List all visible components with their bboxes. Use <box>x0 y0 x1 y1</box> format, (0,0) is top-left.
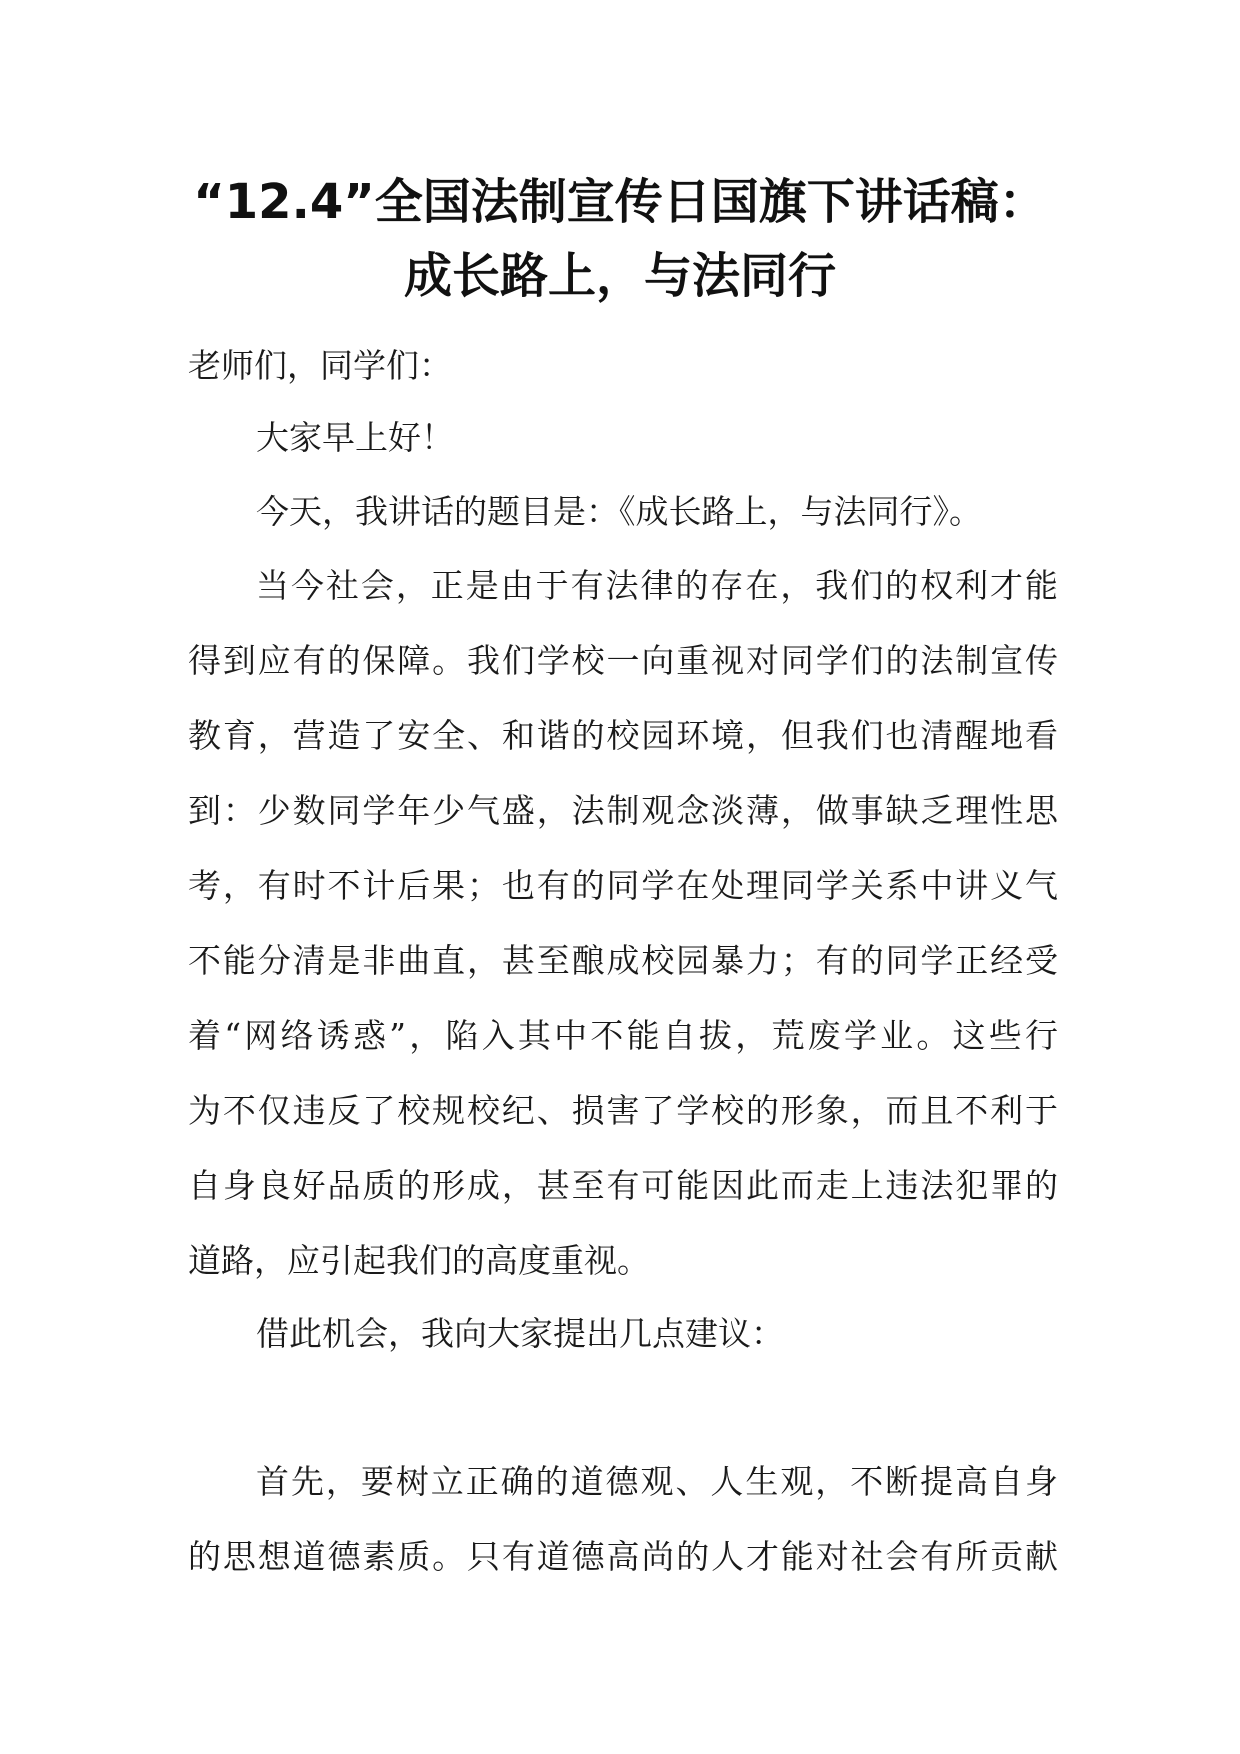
paragraph-line: 的思想道德素质。只有道德高尚的人才能对社会有所贡献 <box>188 1537 1058 1576</box>
paragraph-line: 当今社会，正是由于有法律的存在，我们的权利才能 <box>256 566 1058 605</box>
paragraph-line: 自身良好品质的形成，甚至有可能因此而走上违法犯罪的 <box>188 1166 1058 1205</box>
document-title-line-2: 成长路上，与法同行 <box>403 248 836 304</box>
paragraph-line: 到：少数同学年少气盛，法制观念淡薄，做事缺乏理性思 <box>188 791 1058 830</box>
paragraph-line: 道路，应引起我们的高度重视。 <box>188 1241 650 1280</box>
paragraph-line: 为不仅违反了校规校纪、损害了学校的形象，而且不利于 <box>188 1091 1058 1130</box>
paragraph-line: 考，有时不计后果；也有的同学在处理同学关系中讲义气 <box>188 866 1058 905</box>
suggestion-intro: 借此机会，我向大家提出几点建议： <box>256 1314 784 1353</box>
speech-topic: 今天，我讲话的题目是：《成长路上，与法同行》。 <box>256 492 982 531</box>
salutation: 老师们，同学们： <box>188 346 452 385</box>
document-title-line-1: “12.4”全国法制宣传日国旗下讲话稿： <box>193 174 1047 230</box>
paragraph-line: 得到应有的保障。我们学校一向重视对同学们的法制宣传 <box>188 641 1058 680</box>
paragraph-line: 教育，营造了安全、和谐的校园环境，但我们也清醒地看 <box>188 716 1058 755</box>
paragraph-line: 着“网络诱惑”，陷入其中不能自拔，荒废学业。这些行 <box>188 1016 1058 1055</box>
paragraph-line: 首先，要树立正确的道德观、人生观，不断提高自身 <box>256 1462 1058 1501</box>
greeting: 大家早上好！ <box>256 418 454 457</box>
paragraph-line: 不能分清是非曲直，甚至酿成校园暴力；有的同学正经受 <box>188 941 1058 980</box>
